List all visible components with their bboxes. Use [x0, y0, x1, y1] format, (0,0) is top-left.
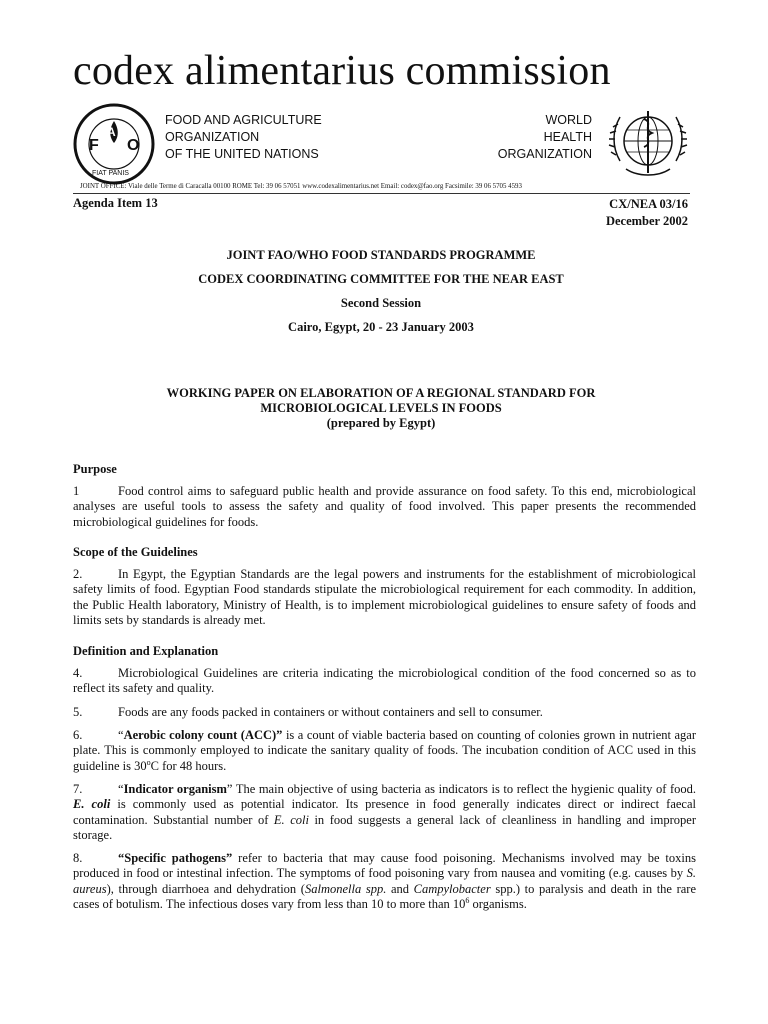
document-reference: CX/NEA 03/16	[609, 197, 688, 211]
degree-sup: o	[146, 757, 151, 767]
agenda-item: Agenda Item 13	[73, 196, 158, 210]
paragraph-number: 1	[73, 484, 80, 498]
paragraph-text: ” The main objective of using bacteria as indicators is to reflect the hygienic quality of food.	[226, 782, 696, 796]
paragraph-text: spp.) to paralysis and death in the rare cases of botulism. The infectious doses vary from less than 10 to more than 10	[73, 881, 697, 912]
definition-heading: Definition and Explanation	[73, 644, 219, 658]
who-emblem-icon	[606, 103, 690, 183]
who-name-line: ORGANIZATION	[497, 147, 592, 161]
purpose-heading: Purpose	[73, 462, 117, 476]
programme-title: JOINT FAO/WHO FOOD STANDARDS PROGRAMME	[226, 248, 536, 262]
paragraph-number: 8.	[73, 851, 83, 865]
fao-name	[165, 112, 322, 163]
species-name: S. aureus	[73, 866, 696, 896]
species-name: Salmonella spp.	[304, 881, 387, 896]
fao-letter-o: O	[127, 137, 140, 154]
paragraph-number: 5.	[73, 705, 83, 719]
term-indicator-organism: Indicator organism	[123, 782, 227, 796]
who-name-line: WORLD	[545, 113, 592, 127]
paragraph-number: 2.	[73, 567, 83, 581]
paragraph-number: 4.	[73, 666, 83, 680]
paragraph-8	[73, 851, 696, 913]
paragraph-text: Microbiological Guidelines are criteria indicating the microbiological condition of the food concerned so as to reflect its safety and quality.	[73, 666, 696, 696]
paragraph-6	[73, 728, 696, 774]
who-name-line: HEALTH	[543, 130, 592, 144]
joint-office-line: JOINT OFFICE: Viale delle Terme di Caracalla 00100 ROME Tel: 39 06 57051 www.codexalimentarius.net Email: codex@fao.org Facsimile: 39 06 5705 4593	[80, 183, 522, 190]
paragraph-text: refer to bacteria that may cause food poisoning. Mechanisms involved may be toxins produced in food or intestinal infection. The symptoms of food poisoning vary from nausea and vomiting (e.g. causes by	[73, 851, 696, 881]
paragraph-4	[73, 666, 696, 697]
scope-heading: Scope of the Guidelines	[73, 545, 198, 559]
working-paper-title-line: MICROBIOLOGICAL LEVELS IN FOODS	[260, 401, 502, 415]
paragraph-text: and	[386, 881, 414, 896]
exponent-sup: 6	[465, 896, 470, 906]
header-divider	[73, 193, 690, 194]
fao-name-line: ORGANIZATION	[165, 130, 260, 144]
paragraph-1	[73, 484, 696, 530]
quote-mark: “	[118, 782, 124, 796]
paragraph-number: 7.	[73, 782, 83, 796]
fao-name-line: OF THE UNITED NATIONS	[165, 147, 319, 161]
fao-letter-f: F	[89, 137, 99, 154]
paragraph-text: Food control aims to safeguard public health and provide assurance on food safety. To this end, microbiological analyses are useful tools to assess the safety and quality of food involved. This paper presents the recommended microbiological guidelines for foods.	[73, 484, 696, 529]
fao-letter-a: A	[107, 125, 116, 139]
paragraph-5	[73, 705, 696, 720]
committee-title: CODEX COORDINATING COMMITTEE FOR THE NEAR EAST	[198, 272, 564, 286]
paragraph-text: is commonly used as potential indicator. Its presence in food generally indicates direct or indirect faecal contamination. Substantial number of	[73, 797, 696, 827]
paragraph-text: organisms.	[469, 897, 527, 912]
working-paper-title-line: WORKING PAPER ON ELABORATION OF A REGIONAL STANDARD FOR	[166, 386, 596, 400]
paragraph-text: ), through diarrhoea and dehydration (	[106, 881, 305, 896]
who-name	[498, 112, 592, 163]
species-name: E. coli	[273, 812, 309, 827]
document-meta	[606, 196, 688, 230]
paragraph-text: in food suggests a general lack of cleanliness in handling and improper storage.	[73, 812, 696, 843]
fao-emblem-icon	[73, 103, 155, 185]
working-paper-title	[73, 386, 689, 431]
paragraph-text: is a count of viable bacteria based on counting of colonies grown in nutrient agar plate. This is commonly employed to indicate the sanitary quality of foods. The incubation condition of ACC used in this guideline is 30	[73, 728, 696, 773]
species-name: Campylobacter	[413, 881, 491, 896]
fao-motto: FIAT PANIS	[92, 170, 129, 177]
fao-name-line: FOOD AND AGRICULTURE	[165, 113, 322, 127]
paragraph-text: C for 48 hours.	[150, 758, 227, 773]
paragraph-7	[73, 782, 696, 844]
paragraph-number: 6.	[73, 728, 83, 742]
working-paper-author: (prepared by Egypt)	[326, 416, 436, 430]
paragraph-text: In Egypt, the Egyptian Standards are the legal powers and instruments for the establishment of microbiological safety limits of food. Egyptian Food standards stipulate the microbiological requirement for each commodity. In addition, the Public Health laboratory, Ministry of Health, is to implement microbiological guidelines to ensure safety of foods and limits sets by standards is already met.	[73, 567, 696, 628]
quote-mark: “	[118, 728, 124, 742]
term-specific-pathogens: “Specific pathogens”	[118, 851, 233, 865]
venue-date: Cairo, Egypt, 20 - 23 January 2003	[288, 320, 474, 334]
paragraph-text: Foods are any foods packed in containers or without containers and sell to consumer.	[118, 705, 543, 719]
commission-title: codex alimentarius commission	[73, 48, 611, 94]
session-title: Second Session	[340, 296, 422, 310]
species-name: E. coli	[73, 797, 111, 812]
paragraph-2	[73, 567, 696, 629]
document-date: December 2002	[605, 214, 688, 228]
term-acc: Aerobic colony count (ACC)”	[123, 728, 283, 742]
